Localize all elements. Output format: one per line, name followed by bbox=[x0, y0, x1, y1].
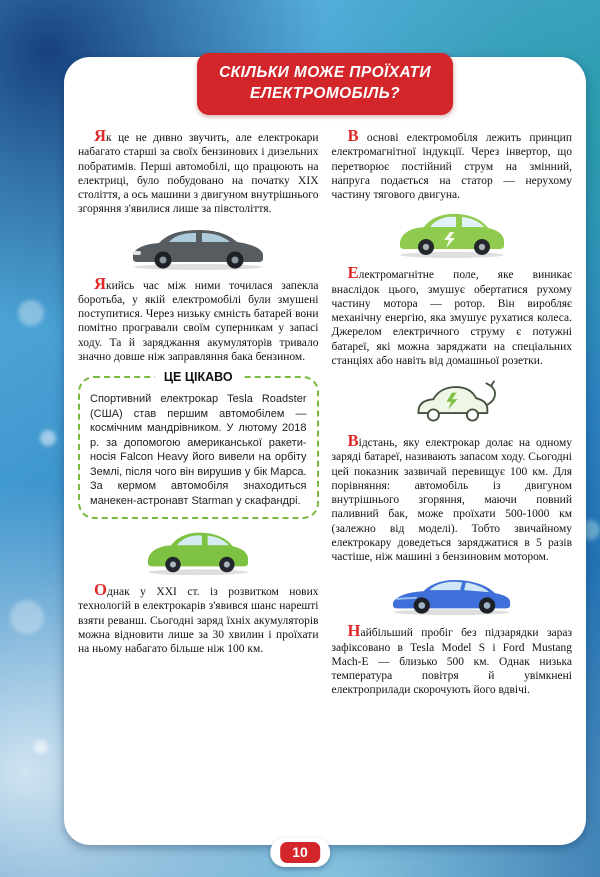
dropcap: Я bbox=[94, 273, 107, 293]
paragraph-text: лектромагнітне поле, яке виникає внаслідок цього, змушує обертатися рухому частину мотора — ротор. Він виробляє механічну енергію, яка змушує рухатися колеса. Джерелом електричного струму є потужні батареї, які можна заряджати на спеціальних станціях або навіть від домашньої розетки. bbox=[331, 269, 572, 367]
page-title bbox=[197, 53, 453, 115]
page-title-line2: ЕЛЕКТРОМОБІЛЬ? bbox=[249, 85, 401, 103]
paragraph bbox=[78, 582, 319, 656]
paragraph bbox=[332, 433, 573, 564]
content-panel bbox=[64, 57, 586, 845]
dropcap: Н bbox=[347, 621, 361, 641]
dropcap: Е bbox=[347, 263, 359, 283]
green-hatchback-illustration bbox=[78, 527, 319, 577]
sketch-car-image bbox=[404, 374, 500, 428]
fact-box bbox=[78, 370, 319, 519]
green-car-image bbox=[391, 208, 513, 260]
paragraph bbox=[78, 128, 319, 217]
dropcap: О bbox=[94, 580, 107, 600]
paragraph-text: кийсь час між ними точилася запекла боротьба, у якій електромобілі були змушені поступитися. Через низьку ємність батарей вони помітно програвали своїм суперникам у запасі ходу. Та й заряджання акумуляторів тривало значно довше ніж заправляння бака бензином. bbox=[78, 279, 319, 363]
page-title-line1: СКІЛЬКИ МОЖЕ ПРОЇХАТИ bbox=[219, 64, 431, 81]
fact-box-label: ЦЕ ЦІКАВО bbox=[155, 369, 242, 386]
left-column bbox=[78, 123, 319, 837]
paragraph-text: к це не дивно звучить, але електрокари набагато старші за своїх бензинових і дизельних побратимів. Перші автомобілі, що працюють на електриці, було побудовано на початку XIX століття, а ось машини з двигуном внутрішнього згоряння з'явилися лише за півстоліття. bbox=[78, 132, 319, 216]
dropcap: В bbox=[347, 126, 359, 145]
dropcap: В bbox=[347, 431, 359, 450]
fact-box-text: Спортивний електрокар Tesla Roadster (США) став першим автомобілем — космічним мандрівником. У лютому 2018 р. за допомогою американської ракети-носія Falcon Heavy його вивели на орбіту Землі, після чого він вирушив у бік Марса. За кермом автомобіля знаходиться манекен-астронавт Starman у скафандрі. bbox=[90, 393, 307, 507]
paragraph-text: днак у XXI ст. із розвитком нових технологій в електрокарів з'явився шанс нарешті взяти реванш. Сьогодні заряд їхніх акумуляторів можна відновити лише за 30 хвилин і проїхати на ньому набагато більше ніж 100 км. bbox=[78, 586, 319, 656]
gray-gasoline-car-illustration bbox=[78, 223, 319, 271]
paragraph bbox=[78, 273, 319, 365]
blue-car-image bbox=[386, 570, 518, 618]
paragraph-text: айбільший пробіг без підзарядки зараз зафіксовано в Tesla Model S і Ford Mustang Mach-E — близько 500 км. Однак низька температура повітря й увімкнені електроприлади скорочують його вдвічі. bbox=[331, 627, 572, 697]
text-columns bbox=[78, 123, 572, 837]
paragraph bbox=[332, 128, 573, 202]
page-number-badge bbox=[270, 838, 330, 867]
dropcap: Я bbox=[94, 126, 107, 145]
blue-electric-sports-car-illustration bbox=[332, 570, 573, 618]
green-electric-car-illustration bbox=[332, 208, 573, 260]
bokeh-decoration bbox=[40, 430, 56, 446]
right-column bbox=[332, 123, 573, 837]
bokeh-decoration bbox=[18, 300, 44, 326]
paragraph-text: основі електромобіля лежить принцип електромагнітної індукції. Через інвертор, що перетворює постійний струм на змінний, напруга подається на статор — нерухому частину тягового двигуна. bbox=[331, 132, 572, 201]
green-car-image bbox=[139, 527, 257, 577]
gray-car-image bbox=[123, 223, 273, 271]
charging-car-sketch-illustration bbox=[332, 374, 573, 428]
bokeh-decoration bbox=[34, 740, 48, 754]
paragraph bbox=[332, 265, 573, 368]
paragraph bbox=[332, 623, 573, 697]
page-number: 10 bbox=[280, 842, 320, 863]
paragraph-text: ідстань, яку електрокар долає на одному заряді батареї, називають запасом ходу. Сьогодні цей показник зазвичай перевищує 100 км. Для порівняння: автомобіль із двигуном внутрішнього згоряння, маючи повний паливний бак, може проїхати 500-1000 км (залежно від моделі). Тобто звичайному електрокару доведеться заряджатися в 5 разів частіше, ніж машині з бензиновим мотором. bbox=[331, 437, 572, 563]
bokeh-decoration bbox=[10, 600, 44, 634]
